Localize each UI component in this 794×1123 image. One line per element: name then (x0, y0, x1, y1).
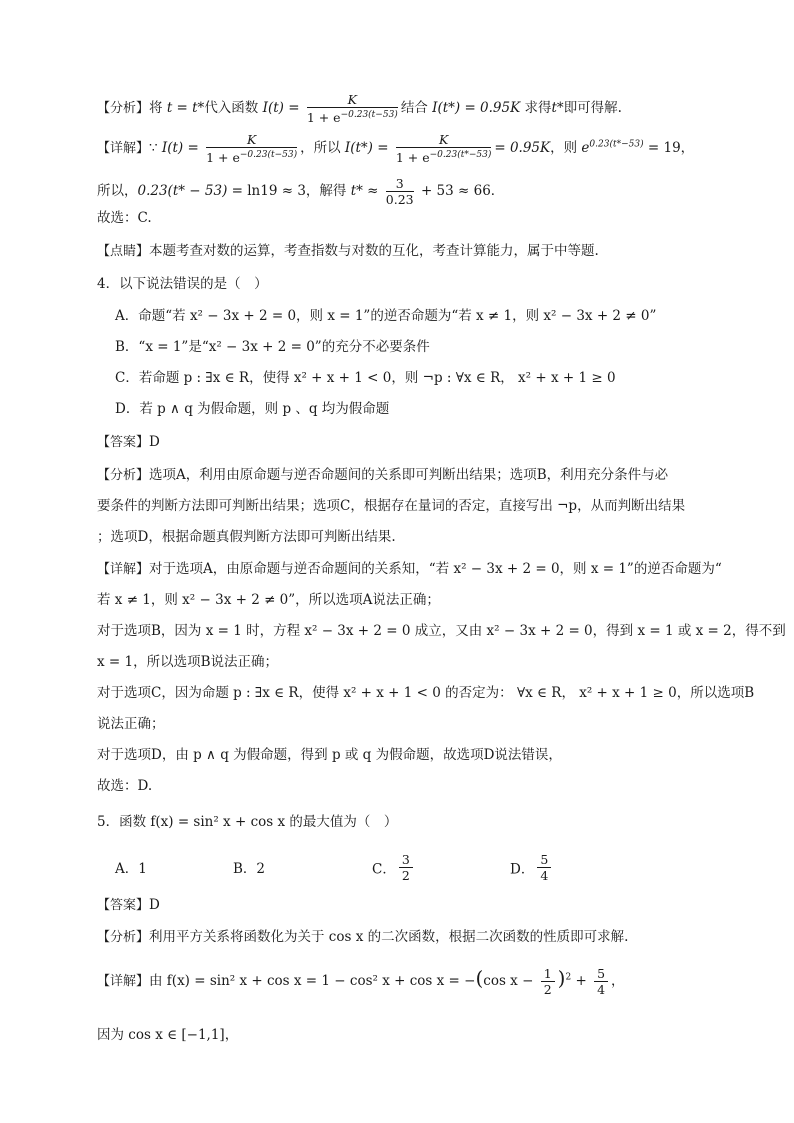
q4-detail-line-3: 对于选项B，因为 x = 1 时，方程 x² − 3x + 2 = 0 成立，又由 x² − 3x + 2 = 0，得到 x = 1 或 x = 2，得不到 (97, 623, 786, 639)
math-tstar: t* (551, 100, 564, 117)
analysis-tag: 【分析】 (97, 101, 150, 117)
q4-option-c: C．若命题 p : ∃x ∈ R，使得 x² + x + 1 < 0，则 ¬p : ∀x ∈ R， x² + x + 1 ≥ 0 (115, 370, 616, 386)
q4-choice: 故选：D. (97, 778, 153, 794)
q5-last-line: 因为 cos x ∈ [−1,1]， (97, 1027, 239, 1043)
comment-tag: 【点睛】 (97, 244, 150, 259)
q4-option-b: B．“x = 1”是“x² − 3x + 2 = 0”的充分不必要条件 (115, 339, 430, 355)
q4-detail-line-6: 说法正确； (97, 716, 165, 732)
math-exp: $e^{0.23(t*-53)}$ (581, 139, 644, 157)
fraction-logistic (307, 92, 398, 125)
q5-detail-line: 【详解】由 f(x) = sin² x + cos x = 1 − cos² x + cos x = −(cos x − $\frac{1}{2}$ )$^2$ + $\frac{5}{4}$ ， (97, 966, 625, 997)
q3-detail-line-2: 所以，0.23(t* − 53) = ln19 ≈ 3，解得 t* ≈ $\frac{3}{0.23}$ + 53 ≈ 66． (97, 176, 505, 207)
answer-tag: 【答案】 (97, 898, 150, 913)
text: = 19， (647, 140, 695, 157)
text: 结合 (400, 100, 428, 117)
q5-option-a: A．1 (115, 861, 147, 877)
q5-answer-line: 【答案】D (97, 897, 160, 913)
q4-analysis-line-2: 要条件的判断方法即可判断出结果；选项C，根据存在量词的否定，直接写出 ¬p，从而判断出结果 (97, 498, 686, 514)
analysis-tag: 【分析】 (97, 930, 150, 945)
math-I-tstar: I(t*) = (344, 140, 389, 157)
text: 求得 (524, 100, 552, 117)
q4-option-a: A．命题“若 x² − 3x + 2 = 0，则 x = 1”的逆否命题为“若 x ≠ 1，则 x² − 3x + 2 ≠ 0” (115, 308, 657, 324)
q4-detail-line-5: 对于选项C，因为命题 p : ∃x ∈ R，使得 x² + x + 1 < 0 的否定为： ∀x ∈ R， x² + x + 1 ≥ 0，所以选项B (97, 685, 755, 701)
fraction-one-half: $\frac{1}{2}$ (541, 966, 555, 997)
numerator: K (307, 92, 398, 108)
math-I-of-t: I(t) = (161, 140, 199, 157)
fraction-five-quarters: $\frac{5}{4}$ (594, 966, 608, 997)
q4-analysis-line-1: 【分析】选项A，利用由原命题与逆否命题间的关系即可判断出结果；选项B，利用充分条件与必 (97, 467, 669, 483)
q3-comment-line: 【点睛】本题考查对数的运算，考查指数与对数的互化，考查计算能力，属于中等题. (97, 243, 599, 259)
text: 代入函数 (204, 100, 259, 117)
text: 即可得解. (563, 100, 622, 117)
q4-detail-line-4: x = 1，所以选项B说法正确； (97, 654, 279, 670)
text: ，则 (550, 140, 578, 157)
q5-analysis-line: 【分析】利用平方关系将函数化为关于 cos x 的二次函数，根据二次函数的性质即可求解. (97, 929, 629, 945)
because-symbol: ∵ (149, 140, 158, 157)
q5-option-b: B．2 (233, 861, 266, 877)
q4-detail-line-1: 【详解】对于选项A，由原命题与逆否命题间的关系知，“若 x² − 3x + 2 = 0，则 x = 1”的逆否命题为“ (97, 561, 722, 577)
q4-stem: 4．以下说法错误的是（ ） (97, 276, 268, 292)
q3-detail-line: 【详解】∵ I(t) = $\frac{K}{1 + e^{-0.23(t-53)}}$ ，所以 I(t*) = $\frac{K}{1 + e^{-0.23(t*-53)}}$ = 0.95K，则 $e^{0.23(t*-53)} = 19$， (97, 132, 695, 166)
math-t-equals-tstar: t = t* (166, 100, 205, 117)
denominator: $1 + e^{-0.23(t-53)}$ (306, 110, 398, 126)
fraction-3-over-023: $\frac{3}{0.23}$ (385, 176, 414, 207)
fraction-logistic: $\frac{K}{1 + e^{-0.23(t-53)}}$ (206, 132, 298, 166)
analysis-tag: 【分析】 (97, 468, 150, 483)
q4-analysis-line-3: ；选项D，根据命题真假判断方法即可判断出结果. (97, 529, 396, 545)
detail-tag: 【详解】 (97, 562, 150, 577)
q5-option-c: C． $\frac{3}{2}$ (372, 852, 416, 883)
text: 所以 (313, 140, 341, 157)
math-I-of-t: I(t) = (262, 100, 300, 117)
q5-stem: 5．函数 f(x) = sin² x + cos x 的最大值为（ ） (97, 814, 398, 830)
q4-detail-line-7: 对于选项D，由 p ∧ q 为假命题，得到 p 或 q 为假命题，故选项D说法错误， (97, 747, 562, 763)
q5-option-d: D． $\frac{5}{4}$ (510, 852, 554, 883)
answer-tag: 【答案】 (97, 435, 150, 450)
q4-detail-line-2: 若 x ≠ 1，则 x² − 3x + 2 ≠ 0”，所以选项A说法正确； (97, 592, 440, 608)
math-I-tstar: I(t*) = 0.95K (432, 100, 521, 117)
detail-tag: 【详解】 (97, 141, 150, 157)
q3-analysis-line (97, 92, 622, 125)
fraction-logistic-star: $\frac{K}{1 + e^{-0.23(t*-53)}}$ (395, 132, 492, 166)
q4-option-d: D．若 p ∧ q 为假命题，则 p 、q 均为假命题 (115, 401, 390, 417)
detail-tag: 【详解】 (97, 974, 150, 989)
q4-answer-line: 【答案】D (97, 434, 160, 450)
text: 将 (149, 100, 163, 117)
q3-choice: 故选：C. (97, 210, 152, 226)
